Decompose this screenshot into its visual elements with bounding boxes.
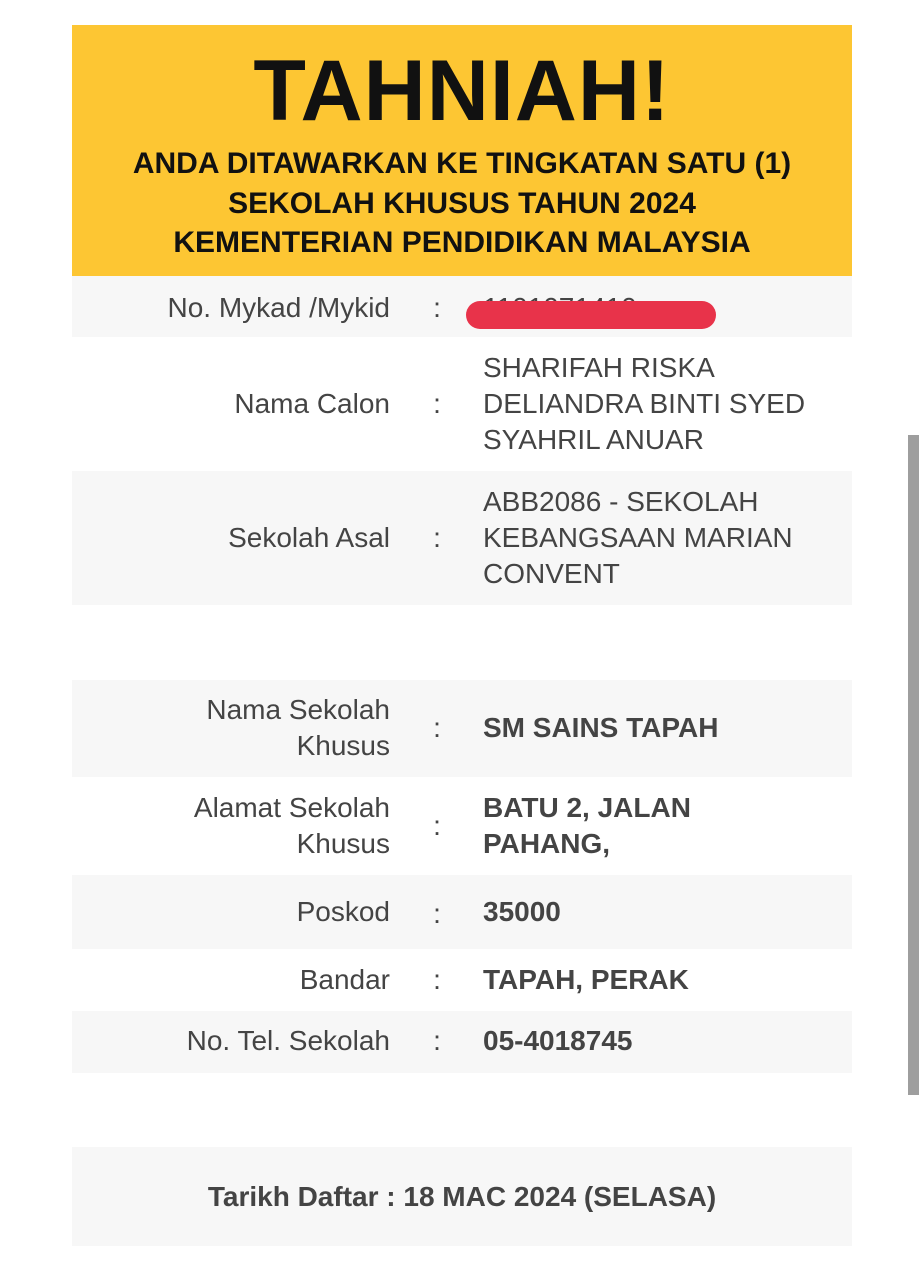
colon: : — [433, 898, 441, 929]
spacer-row — [72, 1073, 852, 1147]
value-sekolah-asal-line-3: CONVENT — [483, 558, 620, 589]
label-nama-calon: Nama Calon — [234, 388, 390, 419]
label-poskod: Poskod — [296, 896, 390, 927]
row-nama-calon — [72, 337, 852, 471]
value-alamat-line-1: BATU 2, JALAN — [483, 792, 691, 823]
row-nama-sekolah-khusus — [72, 680, 852, 777]
colon: : — [433, 810, 441, 841]
colon: : — [433, 388, 441, 419]
banner-line-1: ANDA DITAWARKAN KE TINGKATAN SATU (1) — [132, 147, 792, 180]
value-no-tel-sekolah: 05-4018745 — [483, 1025, 633, 1056]
value-nama-calon-line-2: DELIANDRA BINTI SYED — [483, 388, 806, 419]
colon: : — [433, 292, 441, 323]
label-sekolah-asal: Sekolah Asal — [228, 522, 390, 553]
spacer-row — [72, 605, 852, 680]
row-bandar — [72, 949, 852, 1011]
row-alamat-sekolah-khusus — [72, 777, 852, 875]
spacer-row — [72, 1246, 852, 1280]
row-sekolah-asal — [72, 471, 852, 605]
label-alamat-sekolah-khusus-line-1: Alamat Sekolah — [193, 792, 390, 823]
value-nama-calon-line-3: SYAHRIL ANUAR — [483, 424, 704, 455]
row-tarikh-daftar — [72, 1147, 852, 1246]
tarikh-daftar-text: Tarikh Daftar : 18 MAC 2024 (SELASA) — [207, 1181, 717, 1212]
label-nama-sekolah-khusus-line-2: Khusus — [296, 730, 390, 761]
banner-line-2: SEKOLAH KHUSUS TAHUN 2024 — [228, 187, 696, 220]
label-no-tel-sekolah: No. Tel. Sekolah — [186, 1025, 390, 1056]
value-bandar: TAPAH, PERAK — [483, 964, 689, 995]
label-mykad: No. Mykad /Mykid — [167, 292, 390, 323]
label-nama-sekolah-khusus-line-1: Nama Sekolah — [206, 694, 390, 725]
value-nama-calon-line-1: SHARIFAH RISKA — [483, 352, 715, 383]
value-nama-sekolah-khusus: SM SAINS TAPAH — [483, 712, 719, 743]
value-alamat-line-2: PAHANG, — [483, 828, 611, 859]
banner-title: TAHNIAH! — [253, 43, 671, 139]
row-mykad — [72, 276, 852, 337]
colon: : — [433, 712, 441, 743]
value-sekolah-asal-line-2: KEBANGSAAN MARIAN — [483, 522, 793, 553]
offer-card — [72, 25, 852, 1280]
colon: : — [433, 964, 441, 995]
value-poskod: 35000 — [483, 896, 561, 927]
banner-line-3: KEMENTERIAN PENDIDIKAN MALAYSIA — [173, 226, 751, 259]
value-sekolah-asal-line-1: ABB2086 - SEKOLAH — [483, 486, 759, 517]
colon: : — [433, 522, 441, 553]
row-poskod — [72, 875, 852, 949]
label-bandar: Bandar — [299, 964, 390, 995]
colon: : — [433, 1025, 441, 1056]
vertical-scrollbar[interactable] — [908, 435, 919, 1095]
redaction-mark — [466, 301, 716, 329]
row-no-tel-sekolah — [72, 1011, 852, 1073]
label-alamat-sekolah-khusus-line-2: Khusus — [296, 828, 390, 859]
congratulations-banner — [72, 25, 852, 276]
